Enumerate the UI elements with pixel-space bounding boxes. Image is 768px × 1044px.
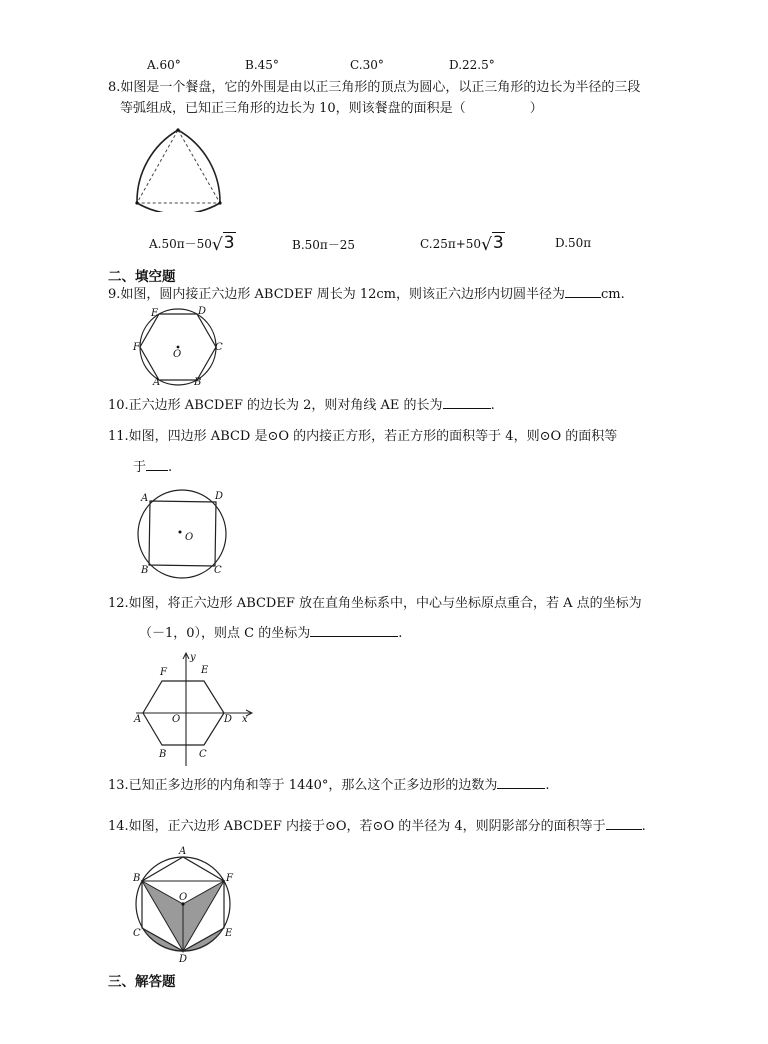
q10-text — [108, 396, 495, 416]
q12-line1: 12.如图，将正六边形 ABCDEF 放在直角坐标系中，中心与坐标原点重合，若 A 点的坐标为 — [108, 596, 642, 611]
q7-option-a: A.60° — [147, 58, 181, 72]
q12-label-b: B — [159, 749, 167, 760]
q8-line2-close: ） — [529, 101, 543, 116]
q12-label-c: C — [199, 749, 207, 760]
q11-line2-text: 于 — [133, 460, 147, 475]
q14-label-a: A — [179, 846, 187, 857]
q9-label-c: C — [215, 342, 223, 353]
q12-line2 — [139, 624, 402, 644]
q9-text-main: 9.如图，圆内接正六边形 ABCDEF 周长为 12cm，则该正六边形内切圆半径为 — [108, 287, 566, 302]
q9-label-e: E — [151, 308, 159, 319]
q11-line2 — [133, 458, 172, 478]
q11-figure — [130, 488, 230, 580]
q12-line2-text: （－1，0），则点 C 的坐标为 — [139, 626, 311, 641]
q11-line2-end: . — [168, 460, 173, 475]
q8-figure — [128, 124, 234, 212]
q12-label-o: O — [172, 714, 181, 725]
q14-label-d: D — [179, 954, 188, 964]
q14-blank — [606, 817, 642, 830]
q12-label-y: y — [190, 652, 196, 663]
q12-label-a: A — [134, 714, 142, 725]
q8-option-d: D.50π — [555, 236, 592, 250]
q11-label-d: D — [215, 491, 224, 502]
q14-label-e: E — [225, 928, 233, 939]
q7-option-b: B.45° — [245, 58, 279, 72]
q8-option-b: B.50π－25 — [292, 238, 356, 252]
q8-option-c-text: C.25π+50 — [420, 237, 482, 251]
q12-label-d: D — [224, 714, 233, 725]
q9-label-f: F — [133, 342, 140, 353]
q12-label-f: F — [160, 667, 167, 678]
q12-figure — [132, 650, 256, 770]
q7-option-d: D.22.5° — [449, 58, 495, 72]
q9-label-a: A — [153, 377, 161, 387]
q9-label-b: B — [194, 377, 202, 387]
section-solve-heading: 三、解答题 — [108, 974, 176, 990]
q14-text — [108, 817, 646, 837]
q7-option-c: C.30° — [350, 58, 384, 72]
q14-label-c: C — [133, 928, 141, 939]
q8-line1: 8.如图是一个餐盘，它的外围是由以正三角形的顶点为圆心，以正三角形的边长为半径的三段 — [108, 80, 641, 95]
q13-text-end: . — [545, 778, 550, 793]
q11-line1: 11.如图，四边形 ABCD 是⊙O 的内接正方形，若正方形的面积等于 4，则⊙O 的面积等 — [108, 429, 618, 444]
q8-option-a — [149, 233, 236, 255]
q9-text-unit: cm. — [601, 287, 625, 302]
q14-label-b: B — [133, 873, 141, 884]
q9-label-d: D — [198, 306, 207, 317]
q12-label-e: E — [201, 665, 209, 676]
q13-blank — [497, 776, 545, 789]
q8-answer-space — [466, 100, 530, 112]
section-fill-in-blank-heading: 二、填空题 — [108, 269, 176, 285]
q8-option-a-sqrt: √3 — [211, 233, 235, 255]
q10-blank — [443, 396, 491, 409]
q13-text-main: 13.已知正多边形的内角和等于 1440°，那么这个正多边形的边数为 — [108, 778, 498, 793]
q14-figure — [128, 844, 240, 964]
q13-text — [108, 776, 550, 796]
q14-text-main: 14.如图，正六边形 ABCDEF 内接于⊙O，若⊙O 的半径为 4，则阴影部分的面积等于 — [108, 819, 606, 834]
q8-option-c — [420, 233, 505, 255]
q12-line2-end: . — [398, 626, 403, 641]
q9-label-o: O — [173, 349, 182, 360]
q8-option-c-sqrt: √3 — [481, 233, 504, 255]
q9-figure — [130, 303, 226, 387]
q11-label-o: O — [185, 532, 194, 543]
q14-text-end: . — [641, 819, 646, 834]
q10-text-end: . — [490, 398, 495, 413]
q9-blank — [565, 285, 601, 298]
q12-label-x: x — [242, 714, 248, 725]
q14-label-o: O — [179, 892, 188, 903]
q14-label-f: F — [226, 873, 233, 884]
q8-line2-text: 等弧组成，已知正三角形的边长为 10，则该餐盘的面积是（ — [120, 101, 466, 116]
q8-option-a-text: A.50π－50 — [149, 237, 212, 251]
q11-label-b: B — [141, 565, 149, 576]
q11-blank — [146, 458, 168, 471]
q9-text — [108, 285, 625, 305]
q11-label-c: C — [214, 565, 222, 576]
q10-text-main: 10.正六边形 ABCDEF 的边长为 2，则对角线 AE 的长为 — [108, 398, 443, 413]
q8-line2 — [120, 99, 543, 119]
q11-label-a: A — [141, 493, 149, 504]
q12-blank — [310, 624, 398, 637]
